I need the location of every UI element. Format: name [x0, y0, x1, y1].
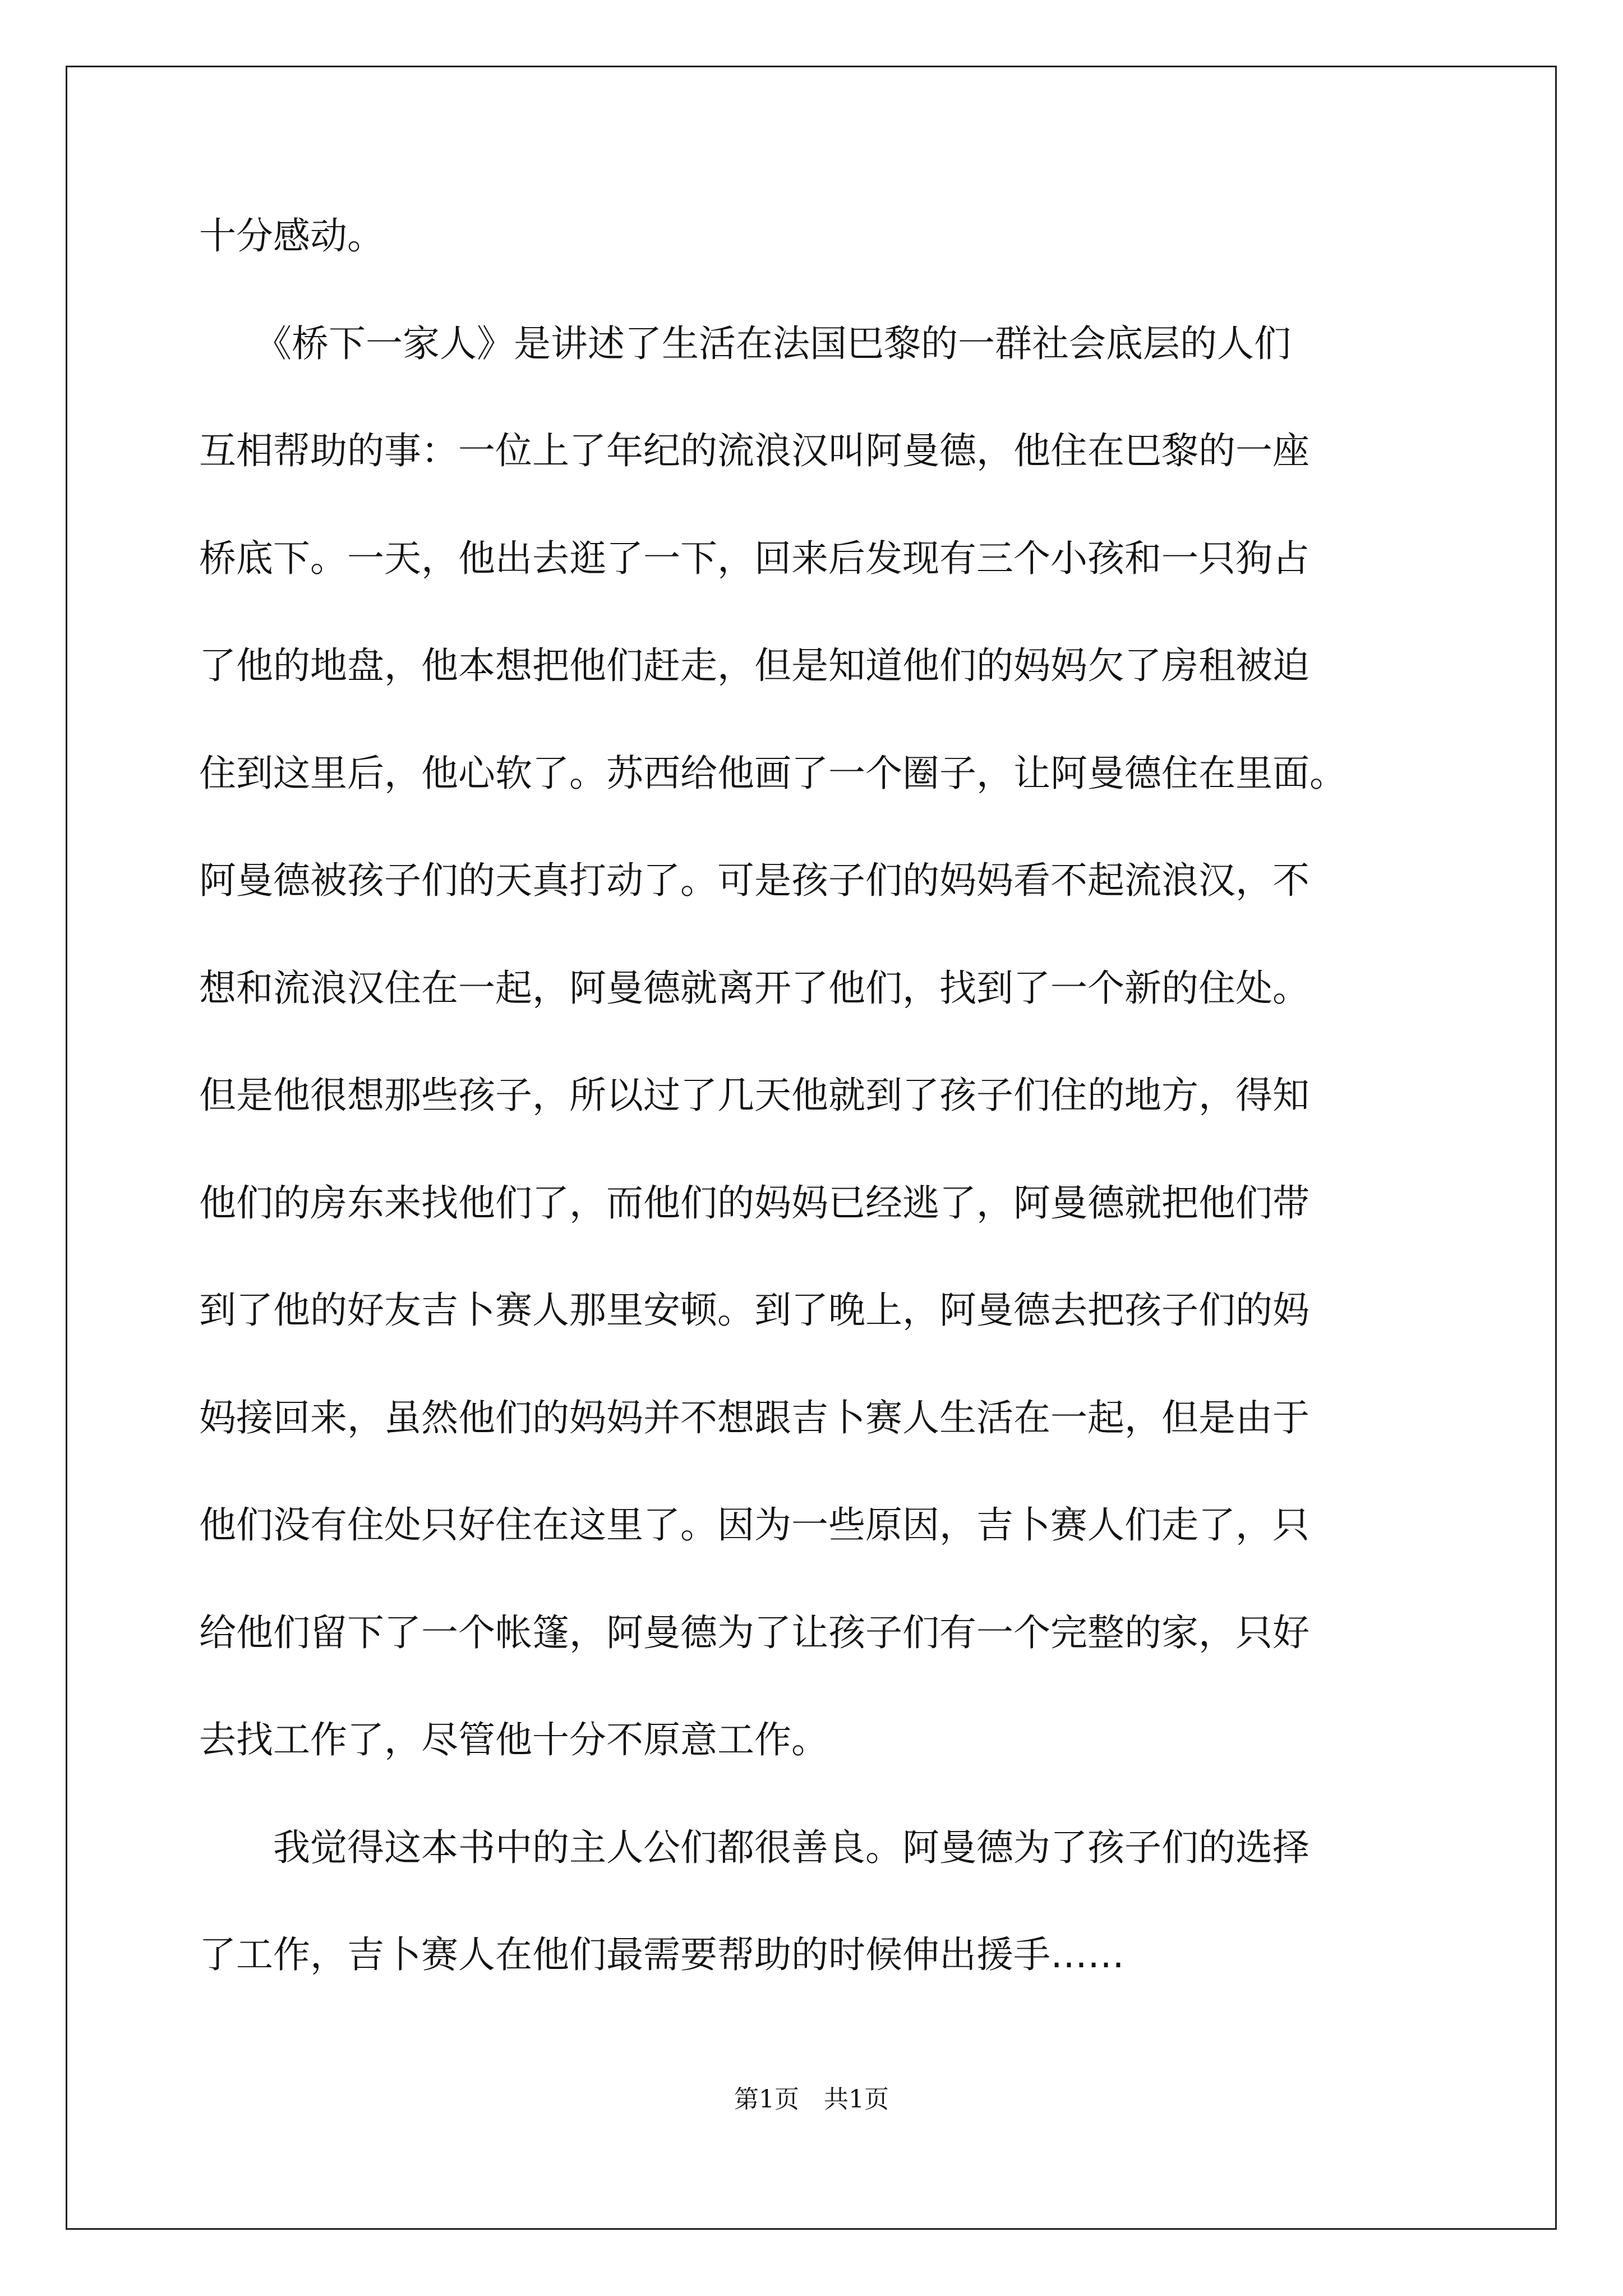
text-line: 妈接回来，虽然他们的妈妈并不想跟吉卜赛人生活在一起，但是由于	[199, 1396, 1310, 1439]
page-total: 共1页	[824, 2085, 889, 2114]
text-line: 他们的房东来找他们了，而他们的妈妈已经逃了，阿曼德就把他们带	[199, 1181, 1310, 1225]
text-line: 我觉得这本书中的主人公们都很善良。阿曼德为了孩子们的选择	[199, 1825, 1310, 1869]
text-line: 给他们留下了一个帐篷，阿曼德为了让孩子们有一个完整的家，只好	[199, 1611, 1310, 1654]
text-line: 想和流浪汉住在一起，阿曼德就离开了他们，找到了一个新的住处。	[199, 966, 1310, 1010]
text-line: 阿曼德被孩子们的天真打动了。可是孩子们的妈妈看不起流浪汉，不	[199, 859, 1310, 902]
text-line: 但是他很想那些孩子，所以过了几天他就到了孩子们住的地方，得知	[199, 1074, 1310, 1117]
text-line: 住到这里后，他心软了。苏西给他画了一个圈子，让阿曼德住在里面。	[199, 751, 1347, 795]
page-footer	[0, 2087, 1623, 2112]
page-number: 第1页	[734, 2085, 799, 2114]
text-line: 了工作，吉卜赛人在他们最需要帮助的时候伸出援手……	[199, 1933, 1124, 1976]
text-line: 去找工作了，尽管他十分不原意工作。	[199, 1718, 828, 1761]
text-line: 到了他的好友吉卜赛人那里安顿。到了晚上，阿曼德去把孩子们的妈	[199, 1289, 1310, 1332]
document-body	[199, 214, 1483, 2044]
text-line: 桥底下。一天，他出去逛了一下，回来后发现有三个小孩和一只狗占	[199, 536, 1310, 580]
text-line: 十分感动。	[199, 214, 384, 257]
text-line: 互相帮助的事：一位上了年纪的流浪汉叫阿曼德，他住在巴黎的一座	[199, 429, 1310, 472]
text-line: 了他的地盘，他本想把他们赶走，但是知道他们的妈妈欠了房租被迫	[199, 644, 1310, 687]
text-line: 《桥下一家人》是讲述了生活在法国巴黎的一群社会底层的人们	[199, 321, 1291, 365]
text-line: 他们没有住处只好住在这里了。因为一些原因，吉卜赛人们走了，只	[199, 1503, 1310, 1547]
